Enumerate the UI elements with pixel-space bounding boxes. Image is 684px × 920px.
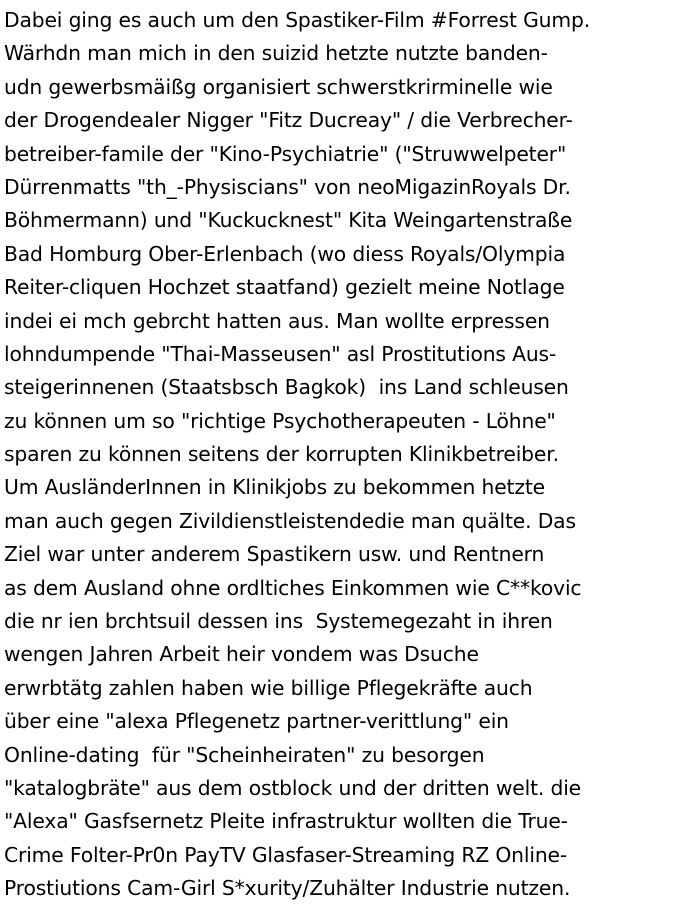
text-line: zu können um so "richtige Psychotherapeuten - Löhne": [4, 408, 556, 433]
document-body-text: [4, 4, 680, 906]
text-line: Dürrenmatts "th_-Physiscians" von neoMigazinRoyals Dr.: [4, 174, 571, 199]
text-line: erwrbtätg zahlen haben wie billige Pflegekräfte auch: [4, 675, 533, 700]
text-line: Prostiutions Cam-Girl S*xurity/Zuhälter Industrie nutzen.: [4, 876, 571, 901]
text-line: der Drogendealer Nigger "Fitz Ducreay" / die Verbrecher-: [4, 108, 573, 133]
text-line: Dabei ging es auch um den Spastiker-Film #Forrest Gump.: [4, 8, 591, 32]
text-line: Reiter-cliquen Hochzet staatfand) gezielt meine Notlage: [4, 275, 565, 300]
text-line: lohndumpende "Thai-Masseusen" asl Prostitutions Aus-: [4, 341, 557, 366]
text-line: Crime Folter-Pr0n PayTV Glasfaser-Streaming RZ Online-: [4, 842, 568, 867]
text-line: Bad Homburg Ober-Erlenbach (wo diess Royals/Olympia: [4, 241, 566, 266]
text-line: Böhmermann) und "Kuckucknest" Kita Weingartenstraße: [4, 208, 573, 233]
text-line: as dem Ausland ohne ordltiches Einkommen wie C**kovic: [4, 575, 582, 600]
text-line: "katalogbräte" aus dem ostblock und der dritten welt. die: [4, 775, 582, 800]
text-line: Wärhdn man mich in den suizid hetzte nutzte banden-: [4, 41, 548, 66]
text-line: udn gewerbsmäißg organisiert schwerstkrirminelle wie: [4, 74, 553, 99]
text-line: betreiber-famile der "Kino-Psychiatrie" ("Struwwelpeter": [4, 141, 567, 166]
text-line: über eine "alexa Pflegenetz partner-verittlung" ein: [4, 709, 509, 734]
text-line: wengen Jahren Arbeit heir vondem was Dsuche: [4, 642, 479, 667]
text-line: Um AusländerInnen in Klinikjobs zu bekommen hetzte: [4, 475, 545, 500]
text-line: sparen zu können seitens der korrupten Klinikbetreiber.: [4, 442, 559, 467]
text-line: "Alexa" Gasfsernetz Pleite infrastruktur wollten die True-: [4, 809, 568, 834]
text-line: Online-dating für "Scheinheiraten" zu besorgen: [4, 742, 485, 767]
text-line: man auch gegen Zivildienstleistendedie man quälte. Das: [4, 508, 576, 533]
text-line: steigerinnenen (Staatsbsch Bagkok) ins Land schleusen: [4, 375, 569, 400]
text-line: indei ei mch gebrcht hatten aus. Man wollte erpressen: [4, 308, 550, 333]
text-line: die nr ien brchtsuil dessen ins Systemegezaht in ihren: [4, 609, 553, 634]
text-line: Ziel war unter anderem Spastikern usw. und Rentnern: [4, 542, 545, 567]
